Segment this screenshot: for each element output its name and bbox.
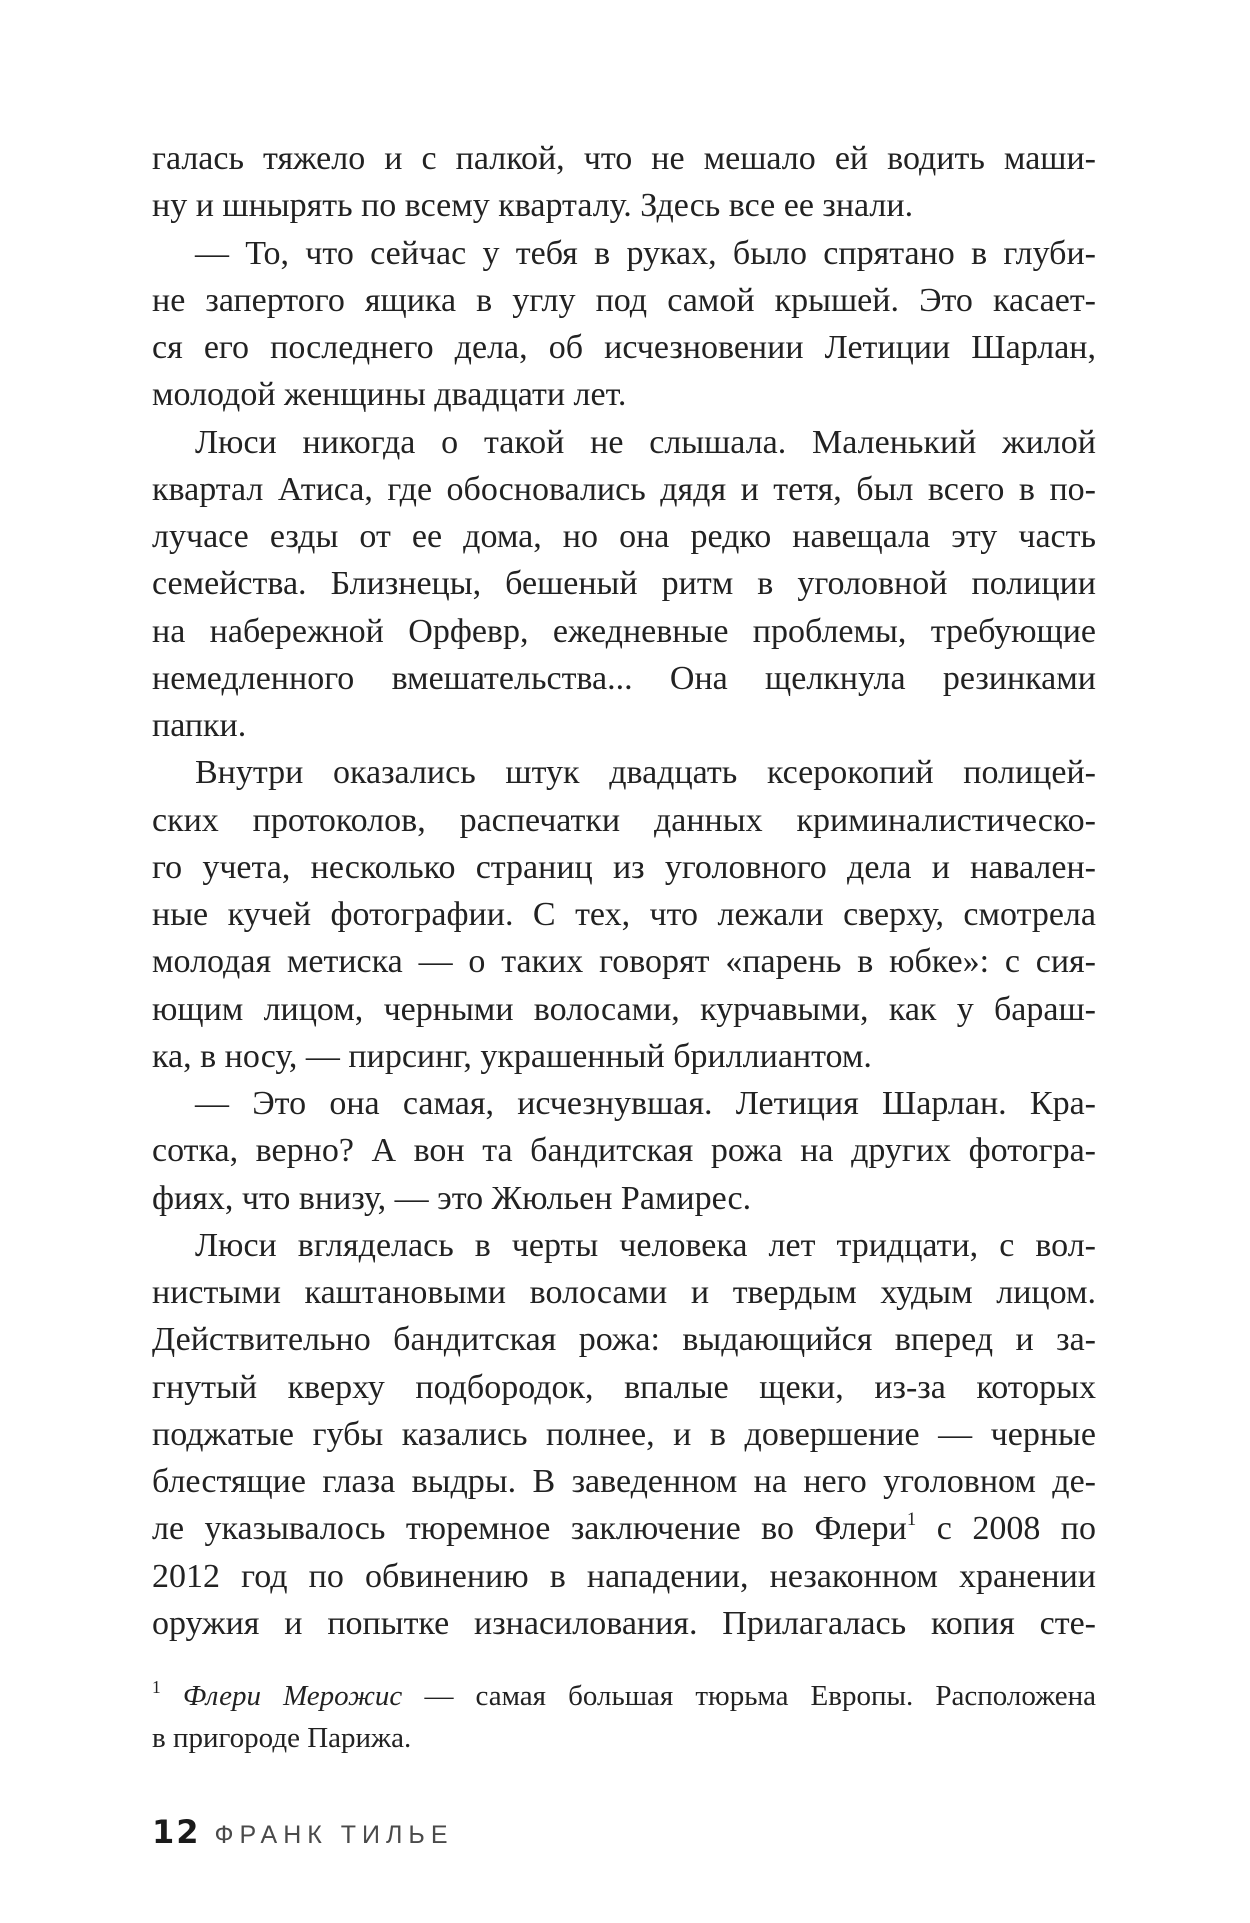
body-line: Люси вгляделась в черты человека лет тридцати, с вол-	[195, 1226, 1096, 1264]
body-line: молодой женщины двадцати лет.	[152, 376, 627, 414]
body-line: семейства. Близнецы, бешеный ритм в уголовной полиции	[152, 565, 1096, 603]
body-line: молодая метиска — о таких говорят «парень в юбке»: с сия-	[152, 943, 1096, 981]
body-line: Действительно бандитская рожа: выдающийся вперед и за-	[152, 1321, 1096, 1359]
body-text	[152, 135, 1096, 1647]
body-line: ну и шнырять по всему кварталу. Здесь все ее знали.	[152, 187, 914, 225]
body-line: папки.	[152, 707, 247, 744]
body-line: немедленного вмешательства... Она щелкнула резинками	[152, 659, 1096, 697]
body-line: нистыми каштановыми волосами и твердым худым лицом.	[152, 1274, 1096, 1311]
page-number: 12	[152, 1813, 201, 1851]
body-line: Внутри оказались штук двадцать ксерокопий полицей-	[195, 754, 1096, 792]
footnote-ref: 1	[906, 1509, 917, 1531]
body-line: сотка, верно? А вон та бандитская рожа на других фотогра-	[152, 1132, 1096, 1170]
body-line: гнутый кверху подбородок, впалые щеки, из-за которых	[152, 1368, 1096, 1406]
footnote-line: в пригороде Парижа.	[152, 1721, 412, 1754]
body-line: лучасе езды от ее дома, но она редко навещала эту часть	[152, 518, 1096, 555]
body-line: ских протоколов, распечатки данных криминалистическо-	[152, 801, 1096, 839]
paragraph	[152, 749, 1096, 1080]
running-title: ФРАНК ТИЛЬЕ	[214, 1821, 454, 1849]
body-line: блестящие глаза выдры. В заведенном на него уголовном де-	[152, 1463, 1096, 1500]
body-line: Люси никогда о такой не слышала. Маленький жилой	[195, 423, 1096, 461]
body-line: ка, в носу, — пирсинг, украшенный бриллиантом.	[152, 1037, 872, 1075]
footnote-marker: 1	[152, 1676, 161, 1697]
body-line: ся его последнего дела, об исчезновении Летиции Шарлан,	[152, 329, 1096, 366]
body-line	[152, 1505, 1096, 1552]
body-line: не запертого ящика в углу под самой крышей. Это касает-	[152, 281, 1096, 319]
body-line: ющим лицом, черными волосами, курчавыми, как у бараш-	[152, 990, 1096, 1028]
footnote-text: — самая большая тюрьма Европы. Расположена	[424, 1680, 1096, 1712]
footnote	[152, 1676, 1096, 1759]
paragraph	[152, 419, 1096, 750]
body-line: фиях, что внизу, — это Жюльен Рамирес.	[152, 1179, 752, 1217]
body-line: — Это она самая, исчезнувшая. Летиция Шарлан. Кра-	[195, 1085, 1096, 1122]
footnote-term: Флери Мерожис	[182, 1680, 403, 1712]
body-line: ные кучей фотографии. С тех, что лежали сверху, смотрела	[152, 896, 1096, 933]
body-line: 2012 год по обвинению в нападении, незаконном хранении	[152, 1557, 1096, 1595]
body-line-text: ле указывалось тюремное заключение во Флери	[152, 1510, 907, 1548]
body-line: квартал Атиса, где обосновались дядя и тетя, был всего в по-	[152, 470, 1096, 508]
body-line: поджатые губы казались полнее, и в довершение — черные	[152, 1415, 1096, 1453]
body-line: оружия и попытке изнасилования. Прилагалась копия сте-	[152, 1604, 1096, 1642]
body-line: го учета, несколько страниц из уголовного дела и навален-	[152, 848, 1096, 886]
paragraph	[152, 230, 1096, 419]
page-footer	[152, 1810, 454, 1854]
body-line: — То, что сейчас у тебя в руках, было спрятано в глуби-	[195, 234, 1096, 272]
body-line-text: с 2008 по	[936, 1510, 1096, 1548]
body-line: галась тяжело и с палкой, что не мешало ей водить маши-	[152, 140, 1096, 177]
footnote-line	[152, 1676, 1096, 1718]
paragraph	[152, 1080, 1096, 1222]
paragraph	[152, 135, 1096, 230]
body-line: на набережной Орфевр, ежедневные проблемы, требующие	[152, 612, 1096, 650]
paragraph	[152, 1222, 1096, 1647]
